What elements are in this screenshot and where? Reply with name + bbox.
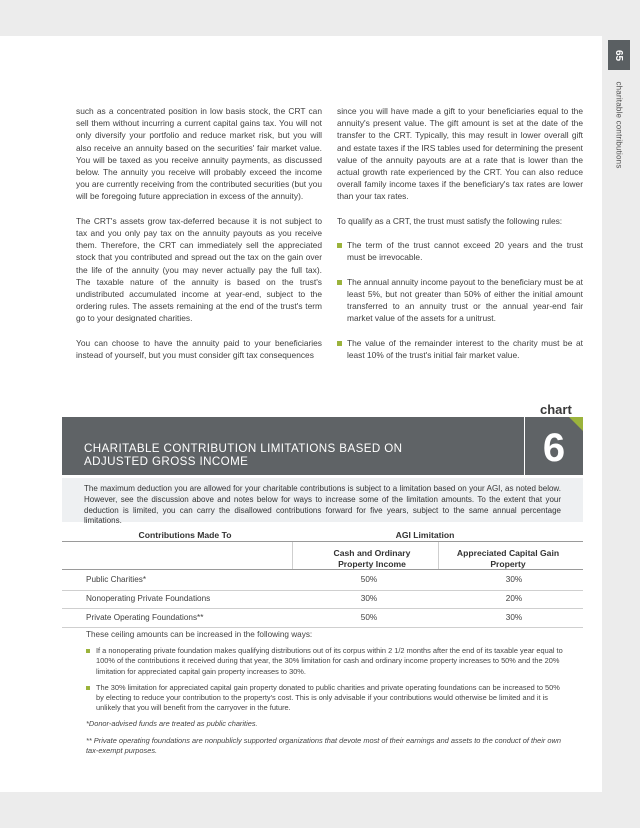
divider [62,590,583,591]
crt-rules-list [337,239,583,361]
paragraph: The CRT's assets grow tax-deferred because it is not subject to tax and you only pay tax on the annuity payouts as you receive them. Therefore, the CRT can immediately sell the appreciated stock that you contributed and spread out the tax on the gain over the life of the annuity (you may never actually pay the full tax). The taxable nature of the annuity is based on the trust's undistributed accumulated income at year-end, subject to the ordering rules. The assets remaining at the end of the trust's term go to your designated charities. [76,215,322,324]
row-label: Public Charities* [86,575,147,584]
paragraph: since you will have made a gift to your beneficiaries equal to the annuity's present value. The gift amount is set at the date of the transfer to the CRT. Typically, this may result in lower overall gift and estate taxes if the IRS tables used for determining the present value of the annuity payouts are at a rate that is lower than the actual growth rate experienced by the CRT. You can also reduce overall family income taxes if the beneficiary's tax rates are lower than your tax rates. [337,106,583,202]
header-agi-limitation: AGI Limitation [395,530,455,540]
header-contributions: Contributions Made To [138,530,232,540]
header-capital-gain: Appreciated Capital Gain Property [456,548,560,569]
divider [62,569,583,570]
list-item: If a nonoperating private foundation makes qualifying distributions out of its corpus within 2 1/2 months after the end of its taxable year equal to 100% of the contributions it received during that year, the 30% limitation for cash and ordinary income property increases to 50% and the 20% limitation for appreciated capital gain property increases to 30%. [86,646,568,677]
cash-limit: 30% [360,594,378,603]
chart-notes [86,630,568,756]
divider [62,541,583,542]
chart-title: CHARITABLE CONTRIBUTION LIMITATIONS BASED ON ADJUSTED GROSS INCOME [84,442,403,468]
left-column [76,105,322,373]
capital-limit: 30% [505,575,523,584]
notes-list [86,646,568,713]
table-row [86,594,586,606]
divider [438,542,439,569]
chart-label: chart [540,402,572,417]
footnote: ** Private operating foundations are nonpublicly supported organizations that devote most of their earnings and assets to the conduct of their own tax-exempt purposes. [86,735,561,755]
chart-number: 6 [542,425,566,470]
divider [292,542,293,569]
footnote: *Donor-advised funds are treated as public charities. [86,719,258,729]
list-item: The 30% limitation for appreciated capital gain property donated to public charities and private operating foundations can be increased to 50% by electing to reduce your contribution to the property's cost. This is only advisable if your contributions would otherwise be limited and it is unlikely that you will benefit from the carryover in the future. [86,683,568,714]
divider [62,608,583,609]
running-head: charitable contributions [614,81,624,169]
paragraph: You can choose to have the annuity paid to your beneficiaries instead of yourself, but you must consider gift tax consequences [76,337,322,361]
table-row [86,575,586,587]
cash-limit: 50% [360,613,378,622]
row-label: Private Operating Foundations** [86,613,204,622]
list-item: The annual annuity income payout to the beneficiary must be at least 5%, but not greater than 50% of either the initial amount transferred to an annuity trust or the annual year-end fair market value of the assets for a unitrust. [337,276,583,325]
paragraph: To qualify as a CRT, the trust must satisfy the following rules: [337,215,563,226]
list-item: The term of the trust cannot exceed 20 years and the trust must be irrevocable. [337,239,583,263]
notes-lead: These ceiling amounts can be increased in the following ways: [86,630,313,639]
list-item: The value of the remainder interest to the charity must be at least 10% of the trust's initial fair market value. [337,337,583,361]
table-row [86,613,586,625]
header-cash: Cash and Ordinary Property Income [333,548,411,569]
paragraph: such as a concentrated position in low basis stock, the CRT can sell them without incurring a current capital gains tax. You will not only diversify your portfolio and reduce market risk, but you will also receive an annuity based on the securities' fair market value. You will be taxed as you receive annuity payments, as discussed below. The annuity you receive will probably exceed the income you are currently receiving from the contributed securities (but you will be foregoing future appreciation in excess of the annuity). [76,106,322,202]
chart-intro: The maximum deduction you are allowed for your charitable contributions is subject to a limitation based on your AGI, as noted below. However, see the discussion above and notes below for ways to increase some of the limitation amounts. To the extent that your deduction is limited, you can carry the disallowed contributions forward for five years, subject to the same annual percentage limitations. [62,478,583,522]
capital-limit: 20% [505,594,523,603]
cash-limit: 50% [360,575,378,584]
row-label: Nonoperating Private Foundations [86,594,211,603]
page-number: 65 [608,40,630,70]
capital-limit: 30% [505,613,523,622]
right-column [337,105,583,373]
divider [62,627,583,628]
